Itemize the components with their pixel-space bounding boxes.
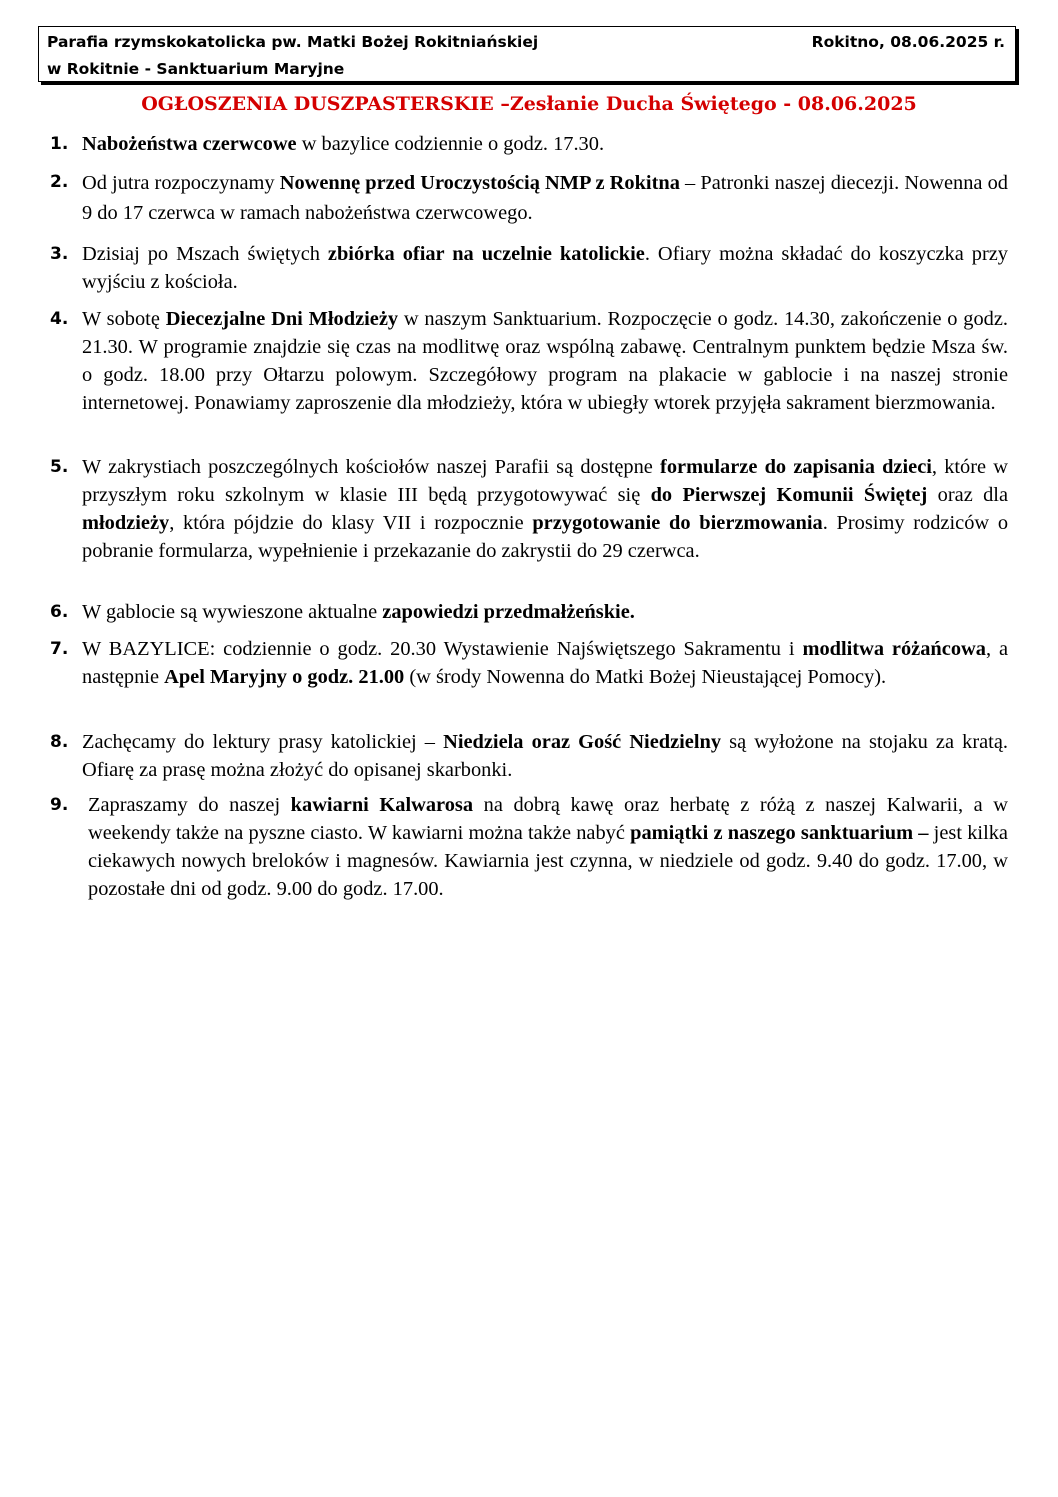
item-text xyxy=(82,168,1008,228)
text-run: (w środy Nowenna do Matki Bożej Nieustającej Pomocy). xyxy=(404,666,887,688)
text-run: w bazylice codziennie o godz. 17.30. xyxy=(296,133,605,155)
item-text xyxy=(82,130,1008,158)
text-run: , a następnie xyxy=(82,638,1009,688)
header-date: Rokitno, 08.06.2025 r. xyxy=(811,33,1005,51)
parish-subtitle: w Rokitnie - Sanktuarium Maryjne xyxy=(47,60,345,78)
text-run: , które w przyszłym roku szkolnym w klasie III będą przygotowywać się xyxy=(82,456,1008,506)
item-number: 7. xyxy=(50,639,69,659)
item-text xyxy=(82,305,1008,417)
text-run: na dobrą kawę oraz herbatę z różą z naszej Kalwarii, a w weekendy także na pyszne ciasto. W kawiarni można także nabyć xyxy=(88,794,1008,844)
document-title: OGŁOSZENIA DUSZPASTERSKIE –Zesłanie Ducha Świętego - 08.06.2025 xyxy=(141,93,917,115)
bold-text-run: modlitwa różańcowa xyxy=(802,638,986,660)
bold-text-run: Apel Maryjny o godz. 21.00 xyxy=(164,666,405,688)
item-text xyxy=(82,240,1008,296)
item-text xyxy=(82,598,1008,626)
bold-text-run: młodzieży xyxy=(82,512,170,534)
text-run: – Patronki naszej diecezji. Nowenna od 9 do 17 czerwca w ramach nabożeństwa czerwcowego. xyxy=(82,172,1008,224)
text-run: oraz dla xyxy=(927,484,1008,506)
text-run: W sobotę xyxy=(82,308,166,330)
text-run: Dzisiaj po Mszach świętych xyxy=(82,243,328,265)
item-text xyxy=(82,453,1008,565)
bold-text-run: Nabożeństwa czerwcowe xyxy=(82,133,297,155)
item-number: 5. xyxy=(50,457,69,477)
text-run: w naszym Sanktuarium. Rozpoczęcie o godz. 14.30, zakończenie o godz. 21.30. W programie znajdzie się czas na modlitwę oraz wspólną zabawę. Centralnym punktem będzie Msza św. o godz. 18.00 przy Ołtarzu polowym. Szczegółowy program na plakacie w gablocie i na naszej stronie internetowej. Ponawiamy zaproszenie dla młodzieży, która w ubiegły wtorek przyjęła sakrament bierzmowania. xyxy=(82,308,1008,414)
bold-text-run: Nowennę przed Uroczystością NMP z Rokitna xyxy=(279,172,680,194)
text-run: Zapraszamy do naszej xyxy=(88,794,291,816)
item-number: 2. xyxy=(50,172,69,192)
parish-name: Parafia rzymskokatolicka pw. Matki Bożej Rokitniańskiej xyxy=(47,33,539,51)
text-run: , która pójdzie do klasy VII i rozpocznie xyxy=(169,512,533,534)
bold-text-run: do Pierwszej Komunii Świętej xyxy=(650,484,928,506)
text-run: . Prosimy rodziców o pobranie formularza, wypełnienie i przekazanie do zakrystii do 29 czerwca. xyxy=(82,512,1009,562)
item-number: 8. xyxy=(50,732,69,752)
text-run: Zachęcamy do lektury prasy katolickiej – xyxy=(82,731,444,753)
text-run: W gablocie są wywieszone aktualne xyxy=(82,601,383,623)
item-text xyxy=(82,635,1008,691)
bold-text-run: kawiarni Kalwarosa xyxy=(290,794,474,816)
bold-text-run: zbiórka ofiar na uczelnie katolickie xyxy=(327,243,645,265)
item-number: 3. xyxy=(50,244,69,264)
text-run: W BAZYLICE: codziennie o godz. 20.30 Wystawienie Najświętszego Sakramentu i xyxy=(82,638,803,660)
item-number: 6. xyxy=(50,602,69,622)
bold-text-run: przygotowanie do bierzmowania xyxy=(532,512,823,534)
bold-text-run: zapowiedzi przedmałżeńskie. xyxy=(382,601,635,623)
item-text xyxy=(88,791,1008,903)
item-number: 1. xyxy=(50,134,69,154)
text-run: Od jutra rozpoczynamy xyxy=(82,172,280,194)
bold-text-run: formularze do zapisania dzieci xyxy=(660,456,932,478)
bold-text-run: Niedziela oraz Gość Niedzielny xyxy=(443,731,722,753)
item-number: 9. xyxy=(50,795,69,815)
item-text xyxy=(82,728,1008,784)
text-run: jest kilka ciekawych nowych breloków i magnesów. Kawiarnia jest czynna, w niedziele od godz. 9.40 do godz. 17.00, w pozostałe dni od godz. 9.00 do godz. 17.00. xyxy=(88,822,1008,900)
parish-header xyxy=(38,26,1016,82)
bold-text-run: pamiątki z naszego sanktuarium – xyxy=(630,822,929,844)
item-number: 4. xyxy=(50,309,69,329)
text-run: są wyłożone na stojaku za kratą. Ofiarę za prasę można złożyć do opisanej skarbonki. xyxy=(82,731,1008,781)
text-run: . Ofiary można składać do koszyczka przy wyjściu z kościoła. xyxy=(82,243,1008,293)
bold-text-run: Diecezjalne Dni Młodzieży xyxy=(165,308,399,330)
text-run: W zakrystiach poszczególnych kościołów naszej Parafii są dostępne xyxy=(82,456,661,478)
